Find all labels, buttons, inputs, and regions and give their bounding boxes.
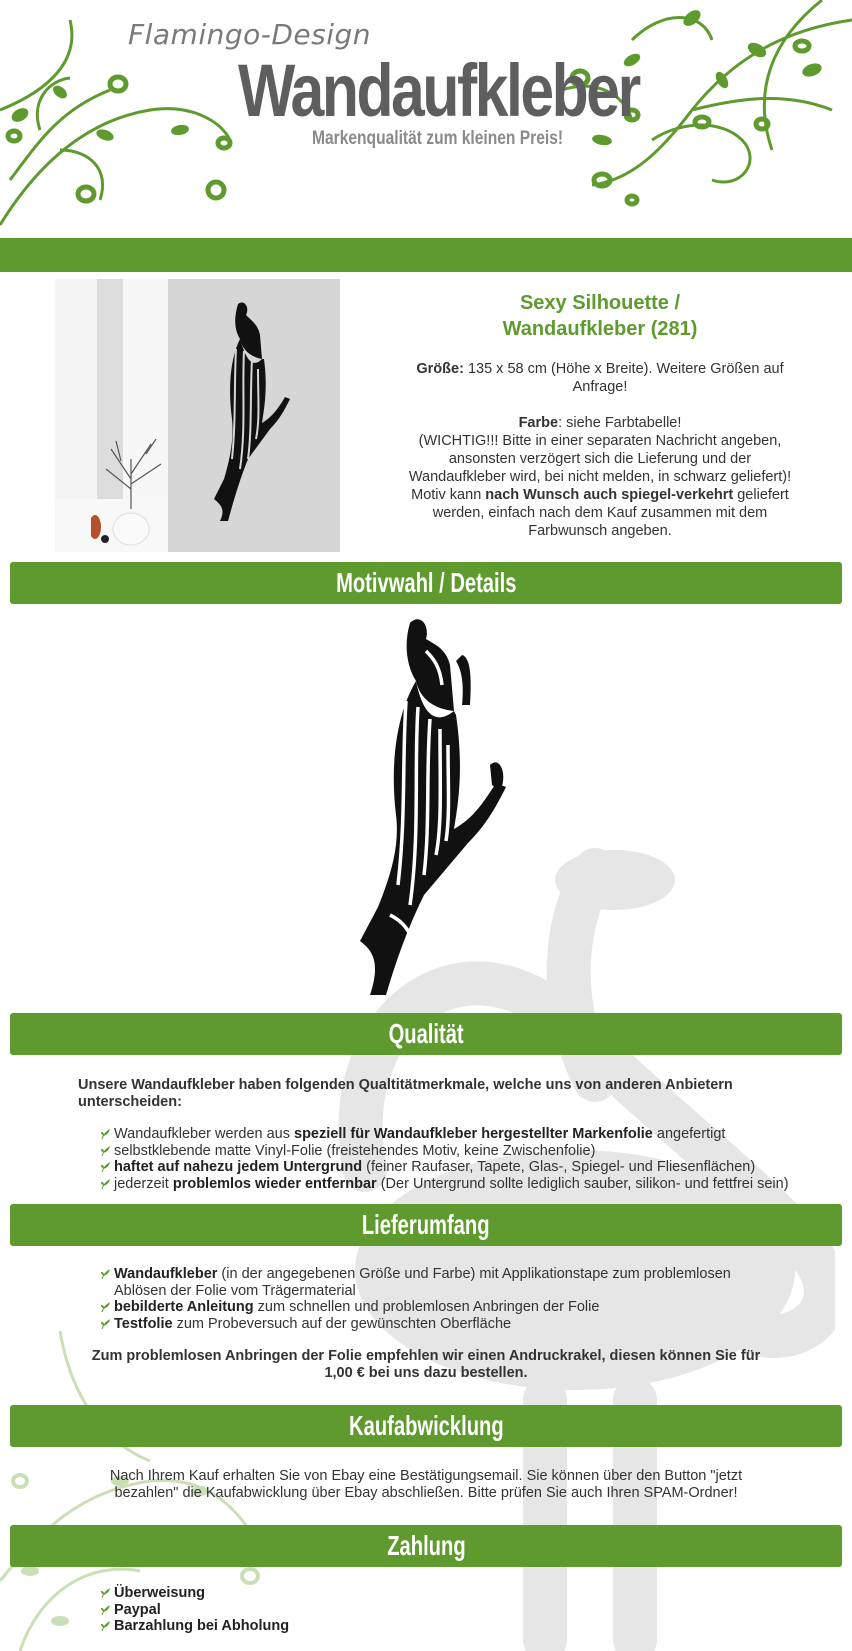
leaf-bullet-icon (100, 1604, 111, 1616)
quality-intro: Unsere Wandaufkleber haben folgenden Qualtitätmerkmale, welche uns von anderen Anbietern unterscheiden: (78, 1077, 733, 1110)
mirror-note: nach Wunsch auch spiegel-verkehrt (485, 487, 734, 503)
leaf-bullet-icon (100, 1145, 111, 1157)
product-color (408, 414, 792, 540)
silhouette-motif-image (330, 615, 530, 1000)
size-value: 135 x 58 cm (Höhe x Breite). Weitere Größen auf Anfrage! (463, 361, 784, 395)
list-item-emphasis: Überweisung (114, 1585, 206, 1601)
color-value: : siehe Farbtabelle! (558, 415, 682, 431)
product-info (408, 290, 792, 558)
squeegee-note: Zum problemlosen Anbringen der Folie empfehlen wir einen Andruckrakel, diesen können Sie für 1,00 € bei uns dazu bestellen. (91, 1348, 761, 1381)
order-note-end: geliefert werden, einfach nach dem Kauf zusammen mit dem Farbwunsch angeben. (432, 487, 789, 539)
product-photo (55, 279, 340, 552)
list-item (100, 1585, 500, 1602)
section-lieferumfang (10, 1204, 842, 1246)
list-item-emphasis: haftet auf nahezu jedem Untergrund (114, 1159, 363, 1175)
list-item-emphasis: Paypal (114, 1601, 161, 1618)
section-zahlung (10, 1525, 842, 1567)
list-item (100, 1618, 500, 1635)
size-label: Größe: (416, 361, 464, 377)
list-item-emphasis: Barzahlung bei Abholung (114, 1618, 290, 1634)
list-item-text: (Der Untergrund sollte lediglich sauber, silikon- und fettfrei sein) (376, 1175, 789, 1192)
list-item-text: (feiner Raufaser, Tapete, Glas-, Spiegel- und Fliesenflächen) (362, 1159, 756, 1175)
leaf-bullet-icon (100, 1318, 111, 1330)
section-zahlung-title: Zahlung (386, 1530, 466, 1561)
product-title (408, 290, 792, 342)
section-qualitaet-title: Qualität (388, 1018, 464, 1049)
leaf-bullet-icon (100, 1268, 111, 1280)
leaf-bullet-icon (100, 1128, 111, 1140)
leaf-bullet-icon (100, 1178, 111, 1190)
list-item-emphasis: problemlos wieder entfernbar (172, 1175, 377, 1192)
list-item-text: zum Probeversuch auf der gewünschten Oberfläche (172, 1315, 512, 1332)
list-item (100, 1299, 760, 1316)
list-item-text: (in der angegebenen Größe und Farbe) mit Applikationstape zum problemlosen Ablösen der Folie vom Trägermaterial (114, 1266, 731, 1299)
brand-subtitle: Flamingo-Design (128, 18, 372, 51)
section-qualitaet (10, 1013, 842, 1055)
list-item (100, 1159, 840, 1176)
list-item-text: Wandaufkleber werden aus (114, 1126, 295, 1142)
quality-list (100, 1126, 840, 1192)
header-banner (0, 0, 852, 238)
leaf-bullet-icon (100, 1620, 111, 1632)
list-item (100, 1143, 840, 1160)
brand-logo-text: Wandaufkleber (238, 49, 639, 132)
list-item (100, 1176, 840, 1193)
list-item (100, 1126, 840, 1143)
list-item-text: angefertigt (652, 1126, 726, 1142)
leaf-bullet-icon (100, 1301, 111, 1313)
brand-tagline: Markenqualität zum kleinen Preis! (312, 128, 564, 149)
section-lieferumfang-title: Lieferumfang (362, 1209, 490, 1240)
list-item-text: selbstklebende matte Vinyl-Folie (freistehendes Motiv, keine Zwischenfolie) (114, 1142, 596, 1159)
section-motivwahl-title: Motivwahl / Details (335, 567, 517, 598)
list-item-emphasis: speziell für Wandaufkleber hergestellter Markenfolie (294, 1126, 653, 1142)
list-item-text: jederzeit (114, 1175, 173, 1192)
product-size (408, 360, 792, 396)
delivery-list (100, 1266, 760, 1332)
payment-list (100, 1585, 500, 1635)
section-kaufabwicklung-title: Kaufabwicklung (348, 1410, 504, 1441)
list-item (100, 1316, 760, 1333)
list-item-text: zum schnellen und problemlosen Anbringen der Folie (253, 1299, 600, 1315)
leaf-bullet-icon (100, 1161, 111, 1173)
list-item-emphasis: Testfolie (114, 1315, 173, 1332)
list-item-emphasis: Wandaufkleber (114, 1266, 218, 1282)
section-kaufabwicklung (10, 1405, 842, 1447)
product-title-line1: Sexy Silhouette / (519, 292, 681, 314)
product-title-line2: Wandaufkleber (281) (502, 318, 698, 340)
color-label: Farbe (518, 415, 559, 431)
checkout-text: Nach Ihrem Kauf erhalten Sie von Ebay eine Bestätigungsemail. Sie können über den Button "jetzt bezahlen" die Kaufabwicklung über Ebay abschließen. Bitte prüfen Sie auch Ihren SPAM-Ordner! (109, 1468, 743, 1501)
order-note: (WICHTIG!!! Bitte in einer separaten Nachricht angeben, ansonsten verzögert sich die Lieferung und der Wandaufkleber wird, bei nicht melden, in schwarz geliefert)! Motiv kann (408, 433, 792, 503)
list-item (100, 1602, 500, 1619)
leaf-bullet-icon (100, 1587, 111, 1599)
section-motivwahl (10, 562, 842, 604)
list-item (100, 1266, 760, 1299)
list-item-emphasis: bebilderte Anleitung (114, 1299, 254, 1315)
header-divider-bar (0, 238, 852, 272)
